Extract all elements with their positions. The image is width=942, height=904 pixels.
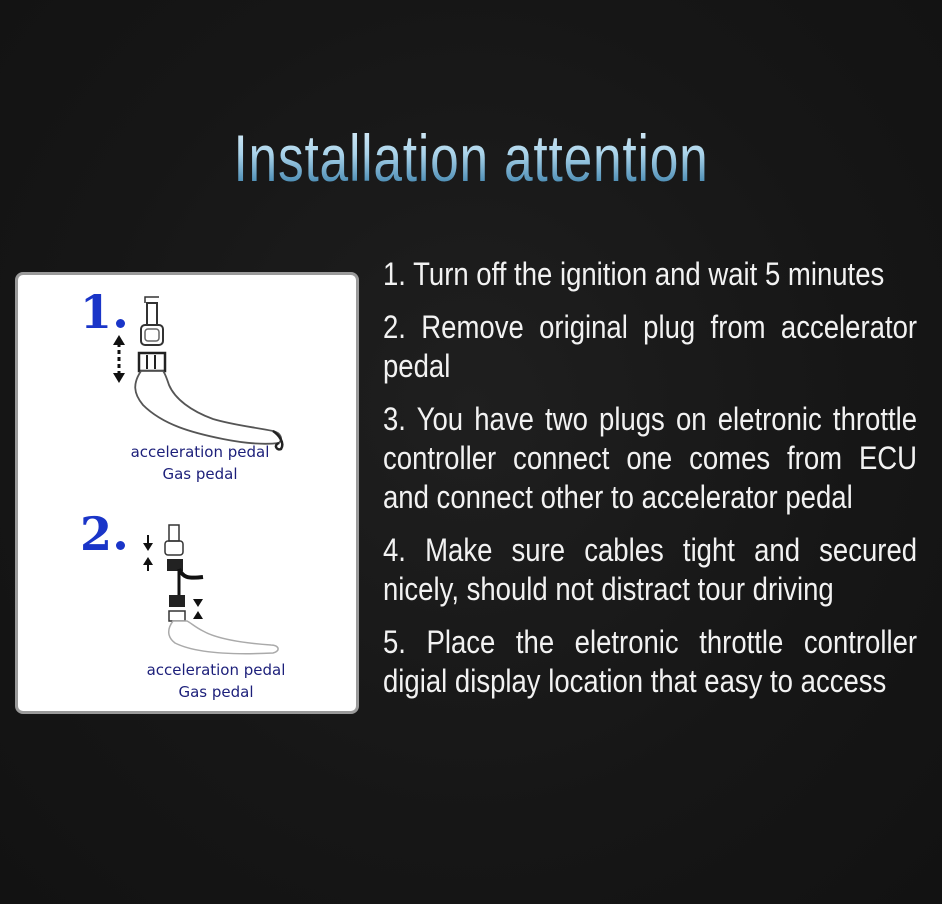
diagram-panel	[15, 272, 359, 714]
instruction-step-4: 4. Make sure cables tight and secured nicely, should not distract tour driving	[383, 532, 918, 607]
instruction-list	[383, 255, 917, 715]
pedal-label-2: acceleration pedal Gas pedal	[146, 661, 286, 701]
instruction-step-1: 1. Turn off the ignition and wait 5 minutes	[383, 256, 885, 292]
step-2-number: 2	[80, 507, 125, 561]
page-title: Installation attention	[104, 118, 839, 198]
pedal-diagram-2	[133, 521, 313, 661]
step-1-number: 1	[80, 285, 125, 339]
instruction-step-3: 3. You have two plugs on eletronic throttle controller connect one comes from ECU and connect other to accelerator pedal	[383, 401, 918, 515]
pedal-diagram-1	[103, 293, 303, 453]
instruction-step-5: 5. Place the eletronic throttle controller digial display location that easy to access	[383, 624, 918, 699]
instruction-step-2: 2. Remove original plug from accelerator pedal	[383, 309, 918, 384]
pedal-label-1: acceleration pedal Gas pedal	[130, 443, 270, 483]
